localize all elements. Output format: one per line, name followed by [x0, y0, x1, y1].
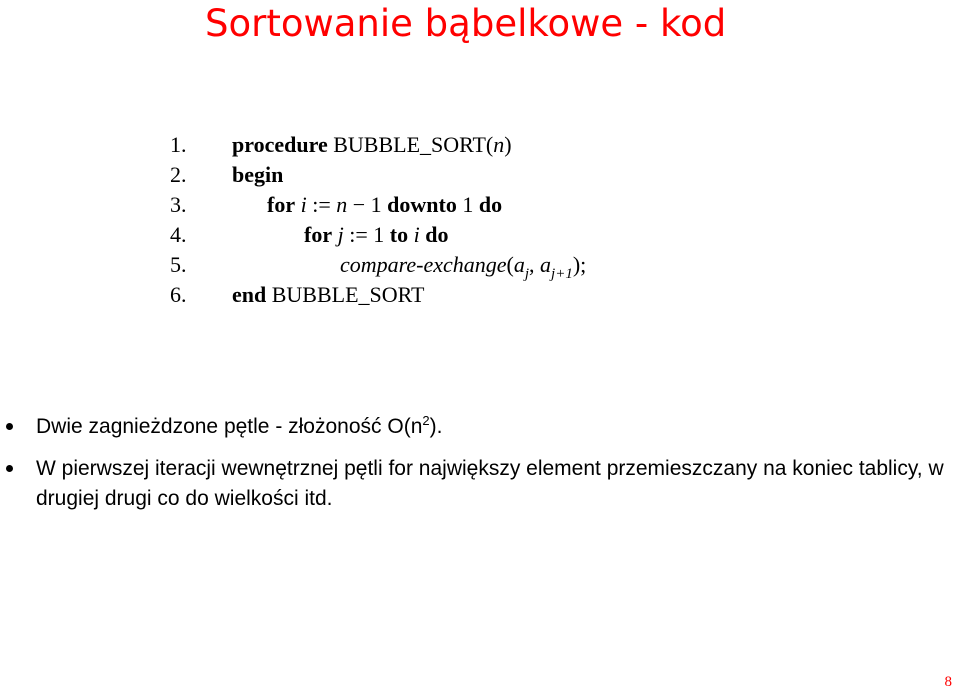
code-function: compare-exchange [340, 252, 507, 277]
code-text: 1 [456, 192, 479, 217]
keyword: for [304, 222, 333, 247]
keyword: downto [387, 192, 457, 217]
code-subscript: j [524, 266, 530, 282]
keyword: do [419, 222, 449, 247]
bullet-text-tail: ). [429, 415, 443, 438]
code-text: ( [506, 252, 514, 277]
code-text: BUBBLE_SORT( [327, 132, 494, 157]
bullet-dot-icon [6, 465, 13, 472]
code-var: n [336, 192, 348, 217]
keyword: do [478, 192, 503, 217]
code-text: − 1 [347, 192, 388, 217]
code-line-6 [170, 280, 690, 310]
page-number: 8 [944, 674, 952, 690]
line-number: 6. [170, 282, 187, 307]
code-var: n [493, 132, 505, 157]
bullet-text: Dwie zagnieżdzone pętle - złożoność O(n [36, 415, 423, 438]
code-line-4 [170, 220, 690, 250]
line-number: 4. [170, 222, 187, 247]
code-text: := 1 [343, 222, 390, 247]
code-var: j [332, 222, 344, 247]
code-text: := [306, 192, 337, 217]
code-var: a [513, 252, 525, 277]
pseudocode-block [170, 130, 690, 310]
slide-title: Sortowanie bąbelkowe - kod [205, 2, 727, 45]
bullet-superscript: 2 [422, 413, 430, 428]
code-subscript: j+1 [551, 266, 573, 282]
code-var: a [540, 252, 552, 277]
code-line-5 [170, 250, 690, 280]
code-var: i [295, 192, 307, 217]
code-line-2 [170, 160, 690, 190]
bullet-text: W pierwszej iteracji wewnętrznej pętli for największy element przemieszczany na koniec tablicy, w drugiej drugi co do wielkości itd. [36, 457, 944, 510]
bullet-dot-icon [6, 423, 13, 430]
bullet-item-iteration [0, 454, 960, 514]
keyword: for [267, 192, 296, 217]
bullet-item-complexity [0, 412, 960, 442]
keyword: to [389, 222, 409, 247]
code-line-3 [170, 190, 690, 220]
keyword: end [232, 282, 267, 307]
line-number: 1. [170, 132, 187, 157]
line-number: 3. [170, 192, 187, 217]
line-number: 2. [170, 162, 187, 187]
keyword: procedure [232, 132, 328, 157]
line-number: 5. [170, 252, 187, 277]
code-var: i [408, 222, 420, 247]
code-line-1 [170, 130, 690, 160]
bullet-list [0, 412, 960, 526]
code-text: ); [572, 252, 587, 277]
code-text: ) [504, 132, 512, 157]
keyword: begin [232, 162, 284, 187]
code-text: , [529, 252, 541, 277]
code-text: BUBBLE_SORT [266, 282, 425, 307]
